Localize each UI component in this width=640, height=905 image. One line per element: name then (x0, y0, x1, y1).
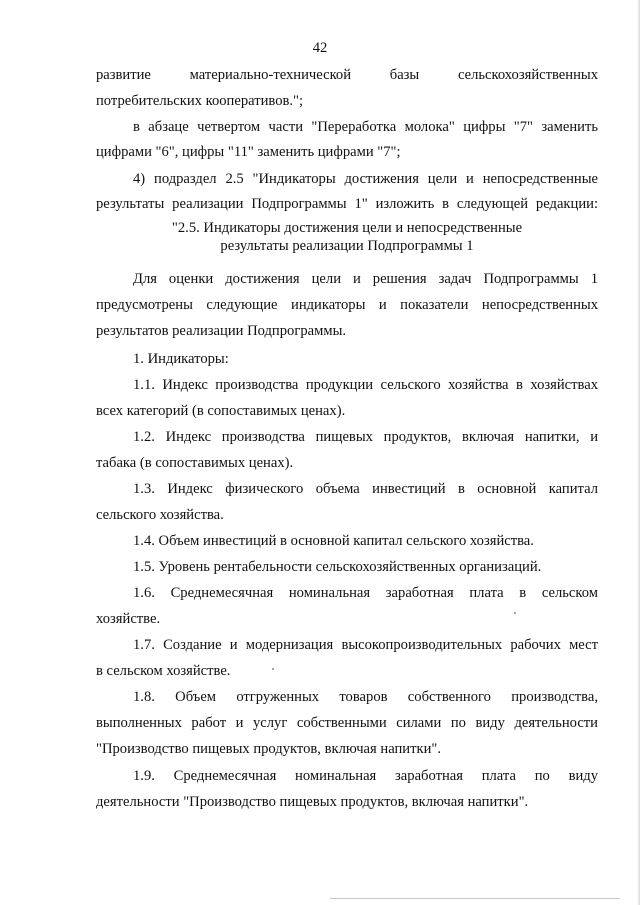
list-item: 1.6. Среднемесячная номинальная заработная плата в сельском (133, 585, 598, 601)
text-line: развитие материально-технической базы сельскохозяйственных (96, 67, 598, 83)
page-number: 42 (312, 40, 328, 56)
section-heading: "2.5. Индикаторы достижения цели и непосредственные (171, 220, 523, 236)
text-line: цифрами "6", цифры "11" заменить цифрами "7"; (96, 144, 401, 160)
list-heading: 1. Индикаторы: (133, 351, 229, 367)
list-item-continuation: в сельском хозяйстве. (96, 663, 231, 679)
list-item: 1.2. Индекс производства пищевых продуктов, включая напитки, и (133, 429, 598, 445)
list-item-continuation: хозяйстве. (96, 611, 161, 627)
list-item: 1.8. Объем отгруженных товаров собственного производства, (133, 689, 598, 705)
list-item: 1.5. Уровень рентабельности сельскохозяйственных организаций. (133, 559, 542, 575)
scan-speck (272, 668, 274, 670)
scan-speck (514, 612, 516, 614)
list-item-continuation: всех категорий (в сопоставимых ценах). (96, 403, 346, 419)
list-item: 1.1. Индекс производства продукции сельского хозяйства в хозяйствах (133, 377, 598, 393)
list-item: 1.3. Индекс физического объема инвестиций в основной капитал (133, 481, 598, 497)
text-line: в абзаце четвертом части "Переработка молока" цифры "7" заменить (133, 119, 598, 135)
list-item-continuation: деятельности "Производство пищевых продуктов, включая напитки". (96, 794, 529, 810)
list-item-continuation: табака (в сопоставимых ценах). (96, 455, 294, 471)
text-line: результаты реализации Подпрограммы 1" изложить в следующей редакции: (96, 196, 598, 212)
list-item: 1.9. Среднемесячная номинальная заработная плата по виду (133, 768, 598, 784)
list-item-continuation: сельского хозяйства. (96, 507, 224, 523)
list-item-continuation: выполненных работ и услуг собственными силами по виду деятельности (96, 715, 598, 731)
text-line: предусмотрены следующие индикаторы и показатели непосредственных (96, 297, 598, 313)
section-heading: результаты реализации Подпрограммы 1 (220, 238, 474, 254)
text-line: потребительских кооперативов."; (96, 93, 304, 109)
text-line: 4) подраздел 2.5 "Индикаторы достижения цели и непосредственные (133, 171, 598, 187)
text-line: результатов реализации Подпрограммы. (96, 323, 347, 339)
text-line: Для оценки достижения цели и решения задач Подпрограммы 1 (133, 271, 598, 287)
page-bottom-edge (330, 898, 620, 899)
list-item: 1.4. Объем инвестиций в основной капитал сельского хозяйства. (133, 533, 534, 549)
list-item-continuation: "Производство пищевых продуктов, включая напитки". (96, 741, 441, 757)
list-item: 1.7. Создание и модернизация высокопроизводительных рабочих мест (133, 637, 598, 653)
